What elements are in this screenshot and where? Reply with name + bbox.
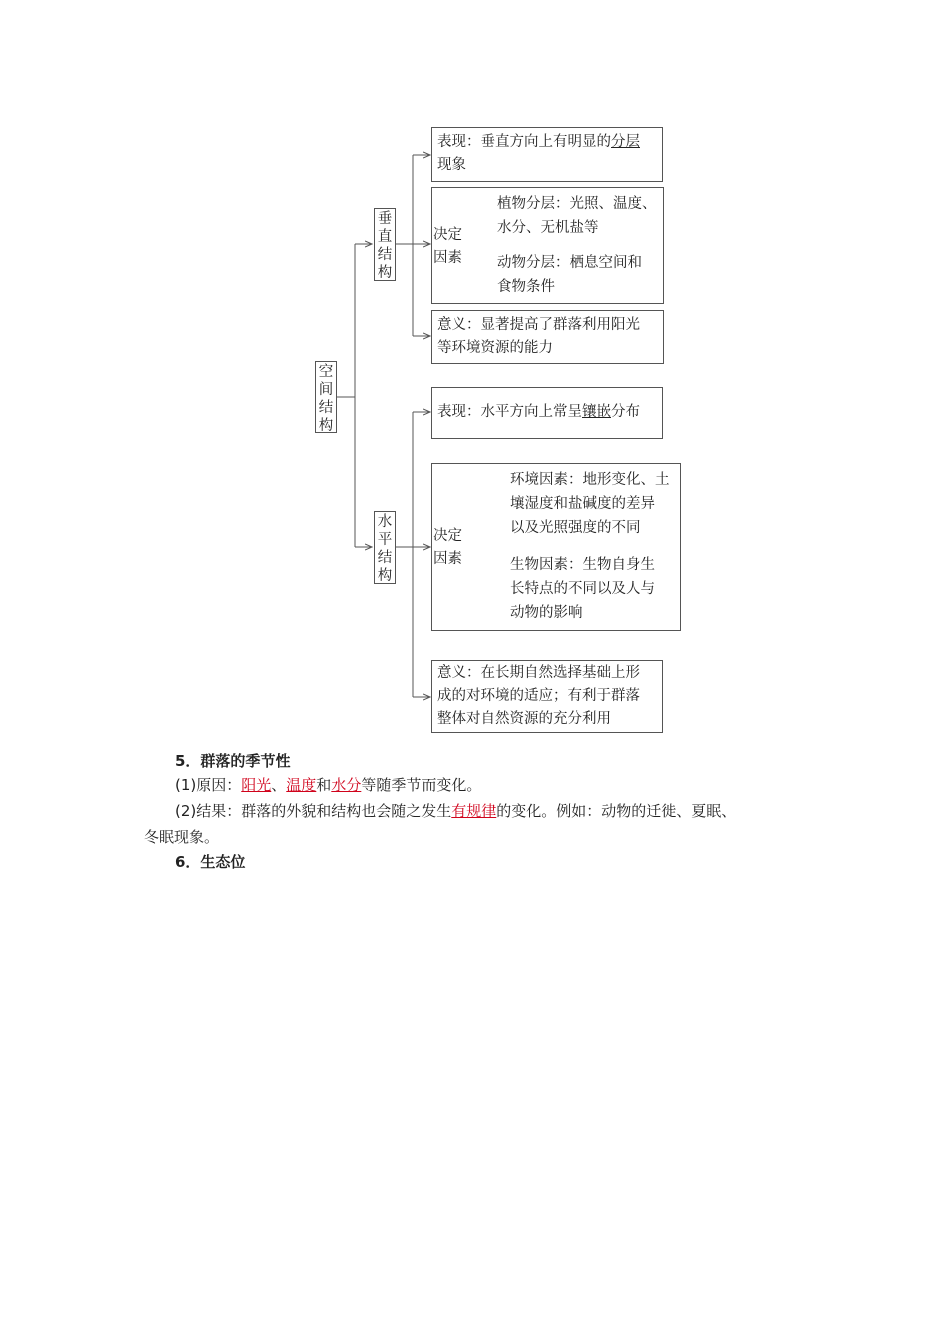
label-char: 直 [377, 229, 393, 245]
horizontal-meaning-text: 整体对自然资源的充分利用 [437, 711, 611, 727]
root-char: 构 [318, 418, 334, 434]
vertical-decision-box [431, 187, 664, 304]
vertical-performance-line2: 现象 [437, 157, 466, 173]
biological-factor-text: 生物因素：生物自身生 [510, 557, 655, 573]
biological-factor-text: 动物的影响 [510, 605, 583, 621]
decision-label: 因素 [433, 250, 462, 266]
label-char: 水 [377, 514, 393, 530]
plant-layering-text: 水分、无机盐等 [497, 220, 599, 236]
horizontal-performance-suffix: 分布 [611, 404, 640, 420]
section5-result-line2: 冬眠现象。 [144, 828, 220, 846]
vertical-structure-label [374, 208, 396, 281]
section5-heading: 5．群落的季节性 [175, 752, 291, 770]
horizontal-performance-box [431, 387, 663, 439]
vertical-performance-key: 分层 [611, 134, 640, 150]
reason-prefix: (1)原因： [175, 776, 242, 794]
biological-factor-text: 长特点的不同以及人与 [510, 581, 655, 597]
vertical-performance-box [431, 127, 663, 182]
environment-factor-text: 壤湿度和盐碱度的差异 [510, 496, 655, 512]
section5-reason [175, 774, 481, 795]
section5-result [175, 800, 736, 821]
vertical-meaning-box [431, 310, 664, 364]
section6-heading: 6．生态位 [175, 853, 246, 871]
horizontal-meaning-text: 意义：在长期自然选择基础上形 [437, 665, 640, 681]
animal-layering-text: 食物条件 [497, 279, 555, 295]
horizontal-performance-text: 表现：水平方向上常呈 [437, 404, 582, 420]
root-spatial-structure [315, 361, 337, 433]
decision-label: 决定 [433, 227, 462, 243]
label-char: 结 [377, 247, 393, 263]
label-char: 平 [377, 532, 393, 548]
environment-factor-text: 环境因素：地形变化、土 [510, 472, 670, 488]
animal-layering-text: 动物分层：栖息空间和 [497, 255, 642, 271]
vertical-performance-text: 表现：垂直方向上有明显的 [437, 134, 611, 150]
answer-sunlight: 阳光 [241, 776, 272, 794]
result-prefix: (2)结果：群落的外貌和结构也会随之发生 [175, 802, 452, 820]
separator: 、 [271, 776, 287, 794]
root-char: 空 [318, 364, 334, 380]
answer-regular: 有规律 [451, 802, 497, 820]
horizontal-meaning-text: 成的对环境的适应；有利于群落 [437, 688, 640, 704]
separator: 和 [316, 776, 332, 794]
decision-label: 因素 [433, 551, 462, 567]
plant-layering-text: 植物分层：光照、温度、 [497, 196, 657, 212]
answer-water: 水分 [331, 776, 362, 794]
label-char: 垂 [377, 211, 393, 227]
root-char: 结 [318, 400, 334, 416]
label-char: 构 [377, 265, 393, 281]
horizontal-meaning-box [431, 660, 663, 733]
environment-factor-text: 以及光照强度的不同 [510, 520, 641, 536]
root-char: 间 [318, 382, 334, 398]
vertical-meaning-text: 意义：显著提高了群落利用阳光 [437, 317, 640, 333]
answer-temperature: 温度 [286, 776, 317, 794]
reason-suffix: 等随季节而变化。 [361, 776, 482, 794]
decision-label: 决定 [433, 528, 462, 544]
horizontal-structure-label [374, 511, 396, 584]
label-char: 构 [377, 568, 393, 584]
label-char: 结 [377, 550, 393, 566]
horizontal-decision-box [431, 463, 681, 631]
vertical-meaning-text: 等环境资源的能力 [437, 340, 553, 356]
result-suffix: 的变化。例如：动物的迁徙、夏眠、 [496, 802, 737, 820]
horizontal-performance-key: 镶嵌 [582, 404, 611, 420]
